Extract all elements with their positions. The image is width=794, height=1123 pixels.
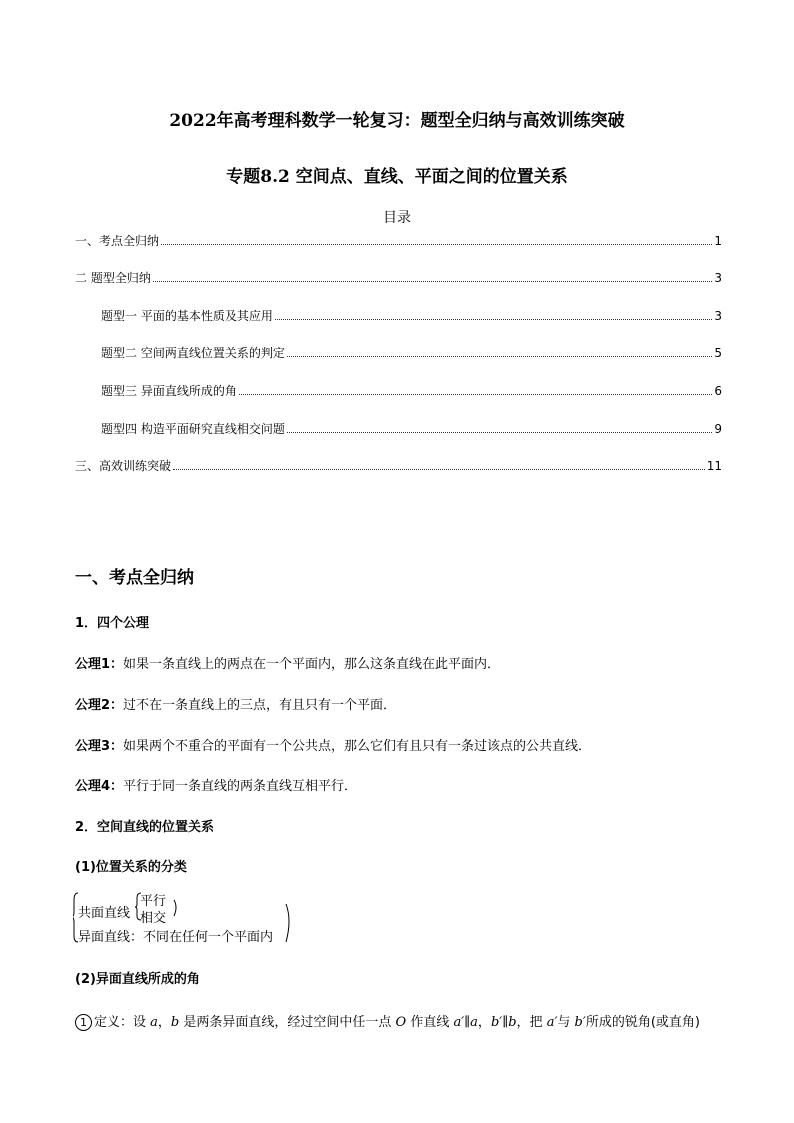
document-subtitle: 专题8.2 空间点、直线、平面之间的位置关系 bbox=[226, 167, 568, 187]
subsection-heading: (1)位置关系的分类 bbox=[75, 860, 187, 875]
subsection-heading: 2．空间直线的位置关系 bbox=[75, 820, 215, 835]
axiom-text: 平行于同一条直线的两条直线互相平行． bbox=[123, 779, 358, 794]
toc-leader-dots bbox=[161, 243, 712, 245]
toc-entry[interactable] bbox=[75, 458, 722, 474]
document-title: 2022年高考理科数学一轮复习：题型全归纳与高效训练突破 bbox=[169, 111, 625, 131]
toc-leader-dots bbox=[239, 393, 713, 395]
definition-text: ， bbox=[157, 1015, 171, 1030]
axiom-name: 公理1： bbox=[75, 657, 124, 672]
axiom-name: 公理4： bbox=[75, 779, 124, 794]
toc-leader-dots bbox=[153, 280, 713, 282]
toc-entry-label: 三、高效训练突破 bbox=[75, 459, 172, 473]
axiom-1 bbox=[75, 653, 500, 672]
parallel-label: 平行 bbox=[140, 894, 167, 909]
toc-entry-page: 1 bbox=[714, 234, 722, 248]
toc-entry-page: 9 bbox=[714, 422, 722, 436]
definition-paragraph bbox=[75, 1011, 700, 1031]
toc-entry-page: 11 bbox=[706, 459, 722, 473]
toc-entry-label: 题型四 构造平面研究直线相交问题 bbox=[101, 422, 285, 436]
axiom-4 bbox=[75, 775, 357, 794]
intersect-label: 相交 bbox=[140, 911, 167, 926]
math-var: O bbox=[395, 1015, 407, 1030]
axiom-text: 如果一条直线上的两点在一个平面内，那么这条直线在此平面内． bbox=[123, 657, 501, 672]
definition-text: ， bbox=[477, 1015, 491, 1030]
toc-entry-page: 6 bbox=[714, 384, 722, 398]
axiom-3 bbox=[75, 735, 591, 754]
definition-text: 是两条异面直线，经过空间中任一点 bbox=[179, 1015, 396, 1030]
toc-entry[interactable] bbox=[75, 270, 722, 286]
circled-number-marker: 1 bbox=[75, 1014, 92, 1031]
definition-text: ，把 bbox=[516, 1015, 547, 1030]
toc-leader-dots bbox=[287, 355, 713, 357]
axiom-2 bbox=[75, 694, 396, 713]
math-var: a′∥a bbox=[453, 1015, 478, 1030]
math-var: b bbox=[170, 1015, 180, 1030]
skew-label: 异面直线：不同在任何一个平面内 bbox=[78, 930, 274, 945]
math-var: b′∥b bbox=[490, 1015, 517, 1030]
coplanar-label: 共面直线 bbox=[78, 906, 131, 921]
subsection-heading: (2)异面直线所成的角 bbox=[75, 972, 200, 987]
toc-leader-dots bbox=[173, 468, 705, 470]
toc-leader-dots bbox=[287, 431, 713, 433]
math-var: b′ bbox=[574, 1015, 586, 1030]
section-heading: 一、考点全归纳 bbox=[75, 568, 194, 588]
toc-entry-page: 3 bbox=[714, 271, 722, 285]
axiom-text: 如果两个不重合的平面有一个公共点，那么它们有且只有一条过该点的公共直线． bbox=[123, 739, 592, 754]
toc-leader-dots bbox=[275, 318, 713, 320]
toc-entry-label: 题型一 平面的基本性质及其应用 bbox=[101, 309, 273, 323]
toc-entry-label: 题型三 异面直线所成的角 bbox=[101, 384, 237, 398]
definition-text: 与 bbox=[557, 1015, 575, 1030]
axiom-name: 公理3： bbox=[75, 739, 124, 754]
definition-text: 作直线 bbox=[406, 1015, 454, 1030]
definition-text: 所成的锐角(或直角) bbox=[585, 1015, 700, 1030]
math-var: a bbox=[150, 1015, 158, 1030]
toc-entry-page: 3 bbox=[714, 309, 722, 323]
toc-entry-label: 题型二 空间两直线位置关系的判定 bbox=[101, 346, 285, 360]
toc-entry[interactable] bbox=[101, 383, 722, 399]
axiom-text: 过不在一条直线上的三点，有且只有一个平面． bbox=[123, 698, 397, 713]
toc-entry-label: 一、考点全归纳 bbox=[75, 234, 160, 248]
classification-brace-diagram bbox=[73, 890, 303, 944]
toc-entry[interactable] bbox=[101, 345, 722, 361]
toc-heading: 目录 bbox=[383, 210, 411, 226]
toc-entry[interactable] bbox=[101, 421, 722, 437]
toc-entry[interactable] bbox=[101, 308, 722, 324]
math-var: a′ bbox=[546, 1015, 558, 1030]
axiom-name: 公理2： bbox=[75, 698, 124, 713]
definition-text: 定义：设 bbox=[94, 1015, 151, 1030]
toc-entry[interactable] bbox=[75, 233, 722, 249]
subsection-heading: 1．四个公理 bbox=[75, 616, 150, 631]
toc-entry-page: 5 bbox=[714, 346, 722, 360]
toc-entry-label: 二 题型全归纳 bbox=[75, 271, 151, 285]
